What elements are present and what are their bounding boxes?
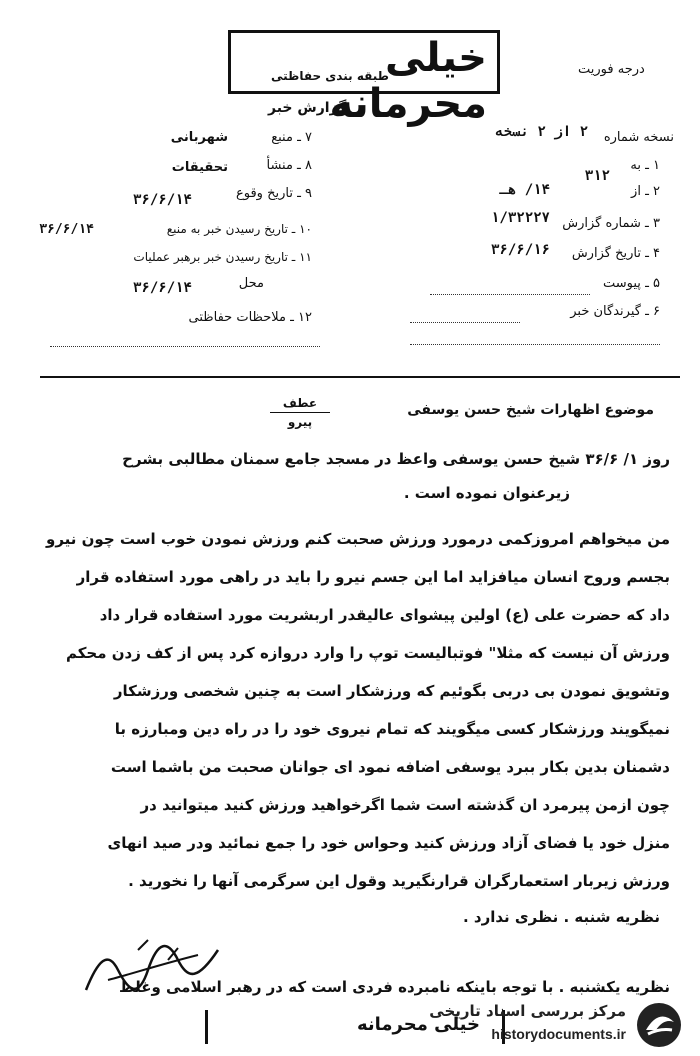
body-line: داد که حضرت علی (ع) اولین پیشوای عالیقدر اربشریت مورد استفاده قرار داد [99, 606, 670, 624]
field-value: شهربانی [170, 130, 228, 145]
reference-peyro: پیرو [287, 415, 313, 429]
body-line: دشمنان بدین بکار ببرد یوسفی اضافه نمود ای جوانان صحبت من باشما است [110, 758, 670, 776]
reference-box [270, 396, 330, 429]
field-value: تحقیقات [171, 160, 228, 175]
body-line: نمیگویند ورزشکار کسی میگویند که تمام نیروی خود را در راه دین ومبارزه با [114, 720, 670, 738]
body-line: روز ۱/ ۳۶/۶ شیخ حسن یوسفی واعظ در مسجد جامع سمنان مطالبی بشرح [122, 450, 670, 468]
field-dots [430, 294, 590, 295]
field-label: ۸ ـ منشأ [266, 158, 312, 173]
field-value: ۳۱۲ [584, 168, 610, 184]
field-label: ۲ ـ از [631, 184, 660, 199]
field-value: ۲ از ۲ نسخه [495, 124, 588, 140]
field-value: ۱۴/ هـ [499, 182, 550, 198]
stamp-main-text: خیلی محرمانه [329, 35, 487, 127]
field-label: محل [238, 276, 264, 291]
field-value: ۳۶/۶/۱۴ [132, 192, 192, 208]
field-value: ۱/۳۲۲۲۷ [490, 210, 550, 226]
archive-watermark [400, 996, 690, 1052]
field-label: ۶ ـ گیرندگان خبر [570, 304, 660, 319]
body-line: چون ازمن پیرمرد ان گذشته است شما اگرخواهید ورزش کنید میتوانید در [140, 796, 670, 814]
body-line: نظریه شنبه . نظری ندارد . [463, 908, 660, 926]
field-dots [50, 346, 320, 347]
archive-logo-icon [634, 1000, 684, 1050]
report-type-title: گزارش خبر [268, 100, 347, 116]
body-line: ورزش آن نیست که مثلا" فوتبالیست توپ را وارد دروازه کرد پس از کف زدن محکم [65, 644, 670, 662]
body-line: منزل خود یا فضای آزاد ورزش کنید وحواس خود را جمع نمائید ودر صید انهای [107, 834, 670, 852]
body-line: بجسم وروح انسان میافزاید اما این جسم نیرو را باید در راهی مورد استفاده قرار [76, 568, 670, 586]
body-line: نظریه یکشنبه . با توجه باینکه نامبرده فردی است که در رهبر اسلامی وغلط [119, 978, 670, 996]
stamp-sub-text: طبقه بندی حفاظتی [271, 69, 389, 83]
field-value: ۳۶/۶/۱۴ [132, 280, 192, 296]
field-value: ۳۶/۶/۱۴ [39, 222, 94, 237]
field-dots [410, 344, 660, 345]
watermark-title: مرکز بررسی اسناد تاریخی [429, 1002, 626, 1020]
bottom-stamp-text: خیلی محرمانه [356, 1014, 480, 1035]
field-label: ۹ ـ تاریخ وقوع [235, 186, 312, 201]
field-label: ۱ ـ به [630, 158, 660, 173]
field-label: نسخه شماره [603, 130, 674, 145]
watermark-url: historydocuments.ir [491, 1026, 626, 1042]
field-label: ۷ ـ منبع [271, 130, 312, 145]
field-value: ۳۶/۶/۱۶ [490, 242, 550, 258]
body-line: ورزش زیربار استعمارگران قرارنگیرید وقول این سرگرمی آنها را نخورید . [128, 872, 670, 890]
divider [40, 376, 680, 378]
subject-line: موضوع اظهارات شیخ حسن یوسفی [407, 402, 654, 418]
field-label: ۱۲ ـ ملاحظات حفاظتی [188, 310, 312, 325]
field-label: ۴ ـ تاریخ گزارش [571, 246, 660, 261]
priority-label: درجه فوریت [578, 62, 645, 77]
reference-atf: عطف [282, 396, 318, 410]
field-label: ۱۰ ـ تاریخ رسیدن خبر به منبع [166, 222, 312, 236]
body-line: وتشویق نمودن بی دربی بگوئیم که ورزشکار است به چنین شخصی ورزشکار [113, 682, 670, 700]
body-line: زیرعنوان نموده است . [403, 484, 570, 502]
signature-scribble [78, 930, 228, 1000]
field-label: ۳ ـ شماره گزارش [562, 216, 660, 231]
field-label: ۵ ـ پیوست [603, 276, 660, 291]
field-dots [410, 322, 520, 323]
body-line: من میخواهم امروزکمی درمورد ورزش صحبت کنم ورزش نمودن خوب است چون نیرو [46, 530, 670, 548]
field-label: ۱۱ ـ تاریخ رسیدن خبر برهبر عملیات [133, 250, 312, 264]
reference-divider [270, 412, 330, 413]
